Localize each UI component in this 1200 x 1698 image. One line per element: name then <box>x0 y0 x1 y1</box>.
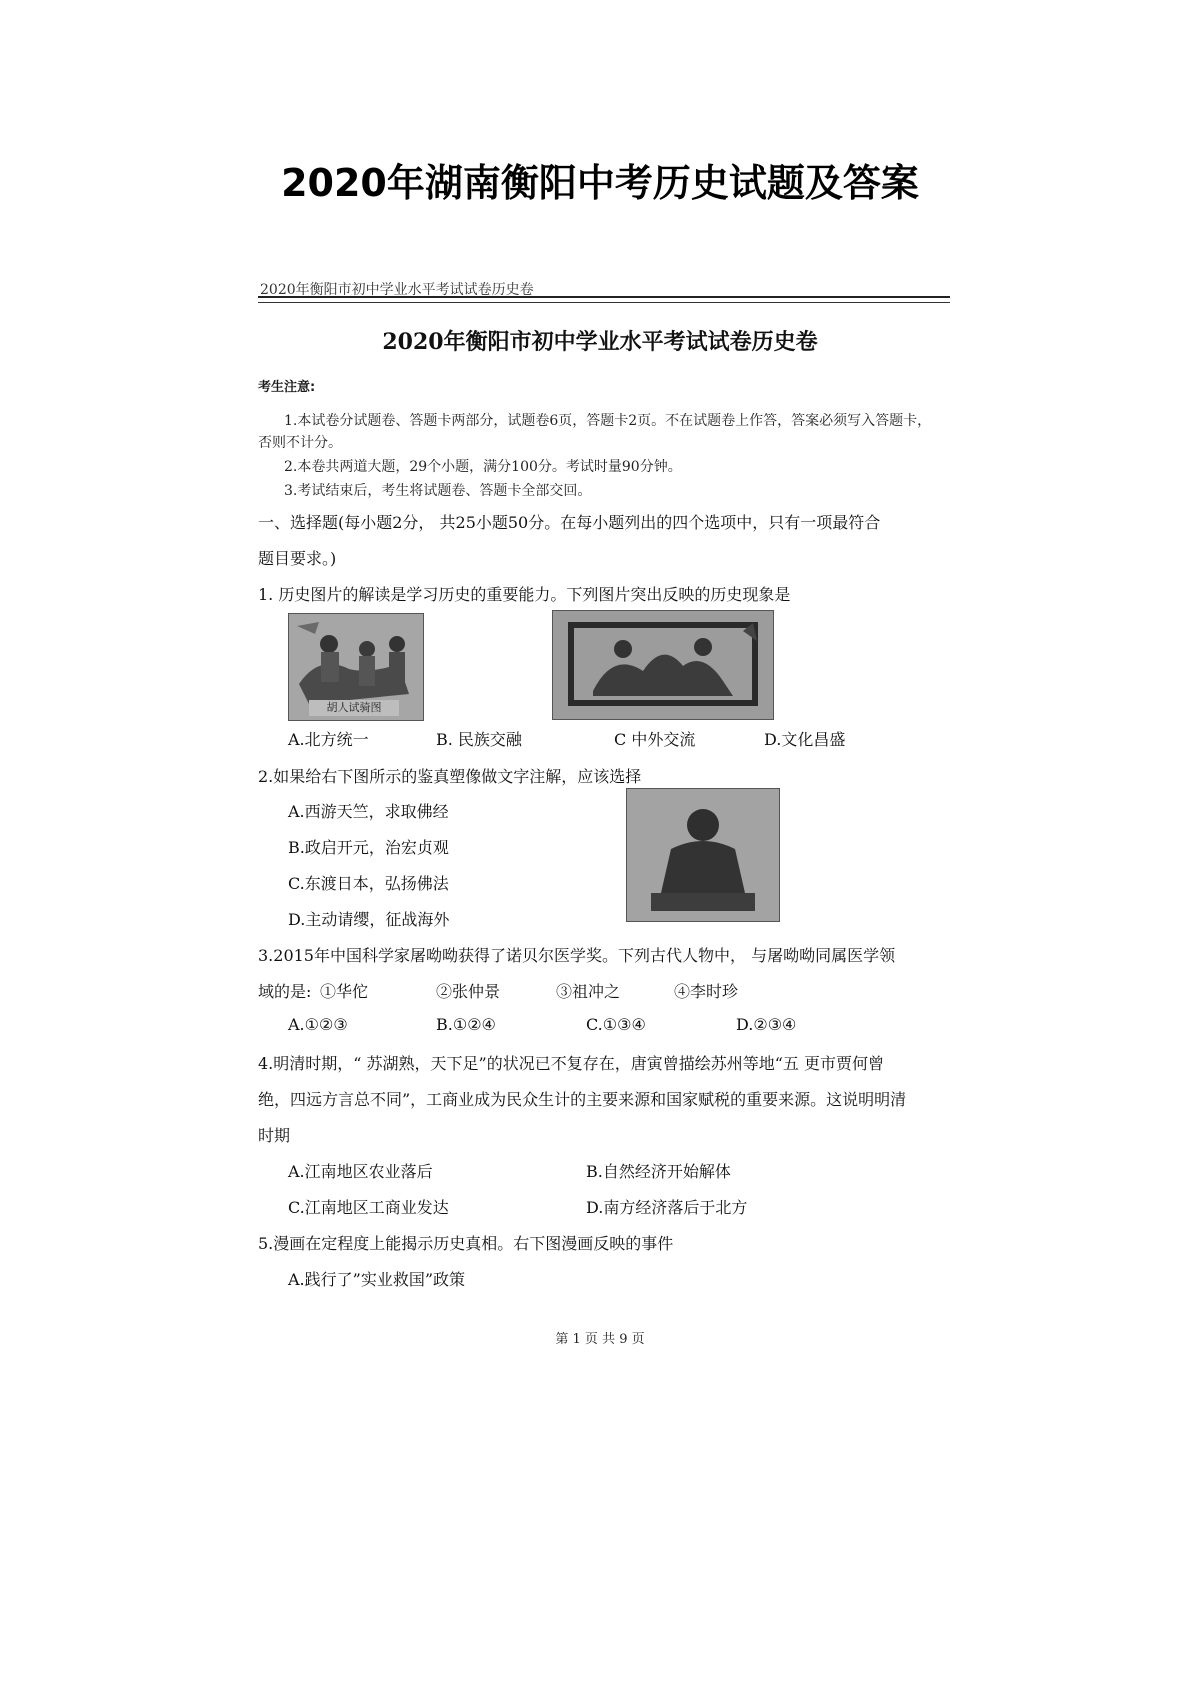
question-4-option-a[interactable]: A.江南地区农业落后 <box>288 1162 433 1181</box>
question-1-option-c[interactable]: C 中外交流 <box>614 730 696 749</box>
question-4-option-c[interactable]: C.江南地区工商业发达 <box>288 1198 449 1217</box>
question-3-option-b[interactable]: B.①②④ <box>436 1015 496 1034</box>
section-instruction-cont: 题目要求。) <box>258 549 337 568</box>
question-5-option-a[interactable]: A.践行了”实业救国”政策 <box>288 1270 466 1289</box>
question-3-person-2: ②张仲景 <box>436 982 501 1001</box>
jianzhen-statue-picture <box>626 788 780 922</box>
question-3-stem-cont: 域的是: <box>258 982 312 1001</box>
header-rule-thin <box>258 302 950 303</box>
question-3-person-4: ④李时珍 <box>674 982 739 1001</box>
question-1-stem: 1. 历史图片的解读是学习历史的重要能力。下列图片突出反映的历史现象是 <box>258 585 791 604</box>
header-rule <box>258 296 950 298</box>
foreign-exchange-picture <box>552 610 774 720</box>
question-2-stem: 2.如果给右下图所示的鉴真塑像做文字注解，应该选择 <box>258 767 642 786</box>
notice-item-1-cont: 否则不计分。 <box>258 435 342 451</box>
question-3-stem: 3.2015年中国科学家屠呦呦获得了诺贝尔医学奖。下列古代人物中， 与屠呦呦同属医学领 <box>258 946 896 965</box>
notice-item-2: 2.本卷共两道大题，29个小题，满分100分。考试时量90分钟。 <box>284 459 682 475</box>
question-1-option-d[interactable]: D.文化昌盛 <box>764 730 846 749</box>
question-2-option-a[interactable]: A.西游天竺，求取佛经 <box>288 802 449 821</box>
question-2-option-c[interactable]: C.东渡日本，弘扬佛法 <box>288 874 449 893</box>
question-5-stem: 5.漫画在定程度上能揭示历史真相。右下图漫画反映的事件 <box>258 1234 674 1253</box>
question-4-stem: 4.明清时期，“ 苏湖熟，天下足”的状况已不复存在，唐寅曾描绘苏州等地“五 更市贾何曾 <box>258 1054 884 1073</box>
document-title: 2020年湖南衡阳中考历史试题及答案 <box>281 161 919 205</box>
paper-title: 2020年衡阳市初中学业水平考试试卷历史卷 <box>382 329 818 355</box>
question-2-option-b[interactable]: B.政启开元，治宏贞观 <box>288 838 449 857</box>
running-header: 2020年衡阳市初中学业水平考试试卷历史卷 <box>260 282 534 298</box>
notice-item-3: 3.考试结束后，考生将试题卷、答题卡全部交回。 <box>284 483 592 499</box>
question-3-option-a[interactable]: A.①②③ <box>288 1015 348 1034</box>
question-3-person-3: ③祖冲之 <box>556 982 621 1001</box>
question-3-option-c[interactable]: C.①③④ <box>586 1015 646 1034</box>
question-2-option-d[interactable]: D.主动请缨，征战海外 <box>288 910 450 929</box>
question-4-option-b[interactable]: B.自然经济开始解体 <box>586 1162 731 1181</box>
question-1-option-b[interactable]: B. 民族交融 <box>436 730 522 749</box>
picture-caption: 胡人试骑图 <box>309 700 399 716</box>
question-1-option-a[interactable]: A.北方统一 <box>288 730 369 749</box>
notice-item-1: 1.本试卷分试题卷、答题卡两部分，试题卷6页，答题卡2页。不在试题卷上作答，答案必须写入答题卡， <box>284 413 932 429</box>
question-3-person-1: ①华佗 <box>320 982 369 1001</box>
question-4-stem-cont: 绝，四远方言总不同”，工商业成为民众生计的主要来源和国家赋税的重要来源。这说明明清 <box>258 1090 907 1109</box>
question-4-stem-end: 时期 <box>258 1126 291 1145</box>
question-3-option-d[interactable]: D.②③④ <box>736 1015 797 1034</box>
notice-heading: 考生注意: <box>258 380 316 395</box>
section-instruction: 一、选择题(每小题2分， 共25小题50分。在每小题列出的四个选项中，只有一项最符合 <box>258 513 881 532</box>
hu-rider-picture <box>288 613 424 721</box>
page-number: 第 1 页 共 9 页 <box>555 1332 645 1347</box>
question-4-option-d[interactable]: D.南方经济落后于北方 <box>586 1198 748 1217</box>
